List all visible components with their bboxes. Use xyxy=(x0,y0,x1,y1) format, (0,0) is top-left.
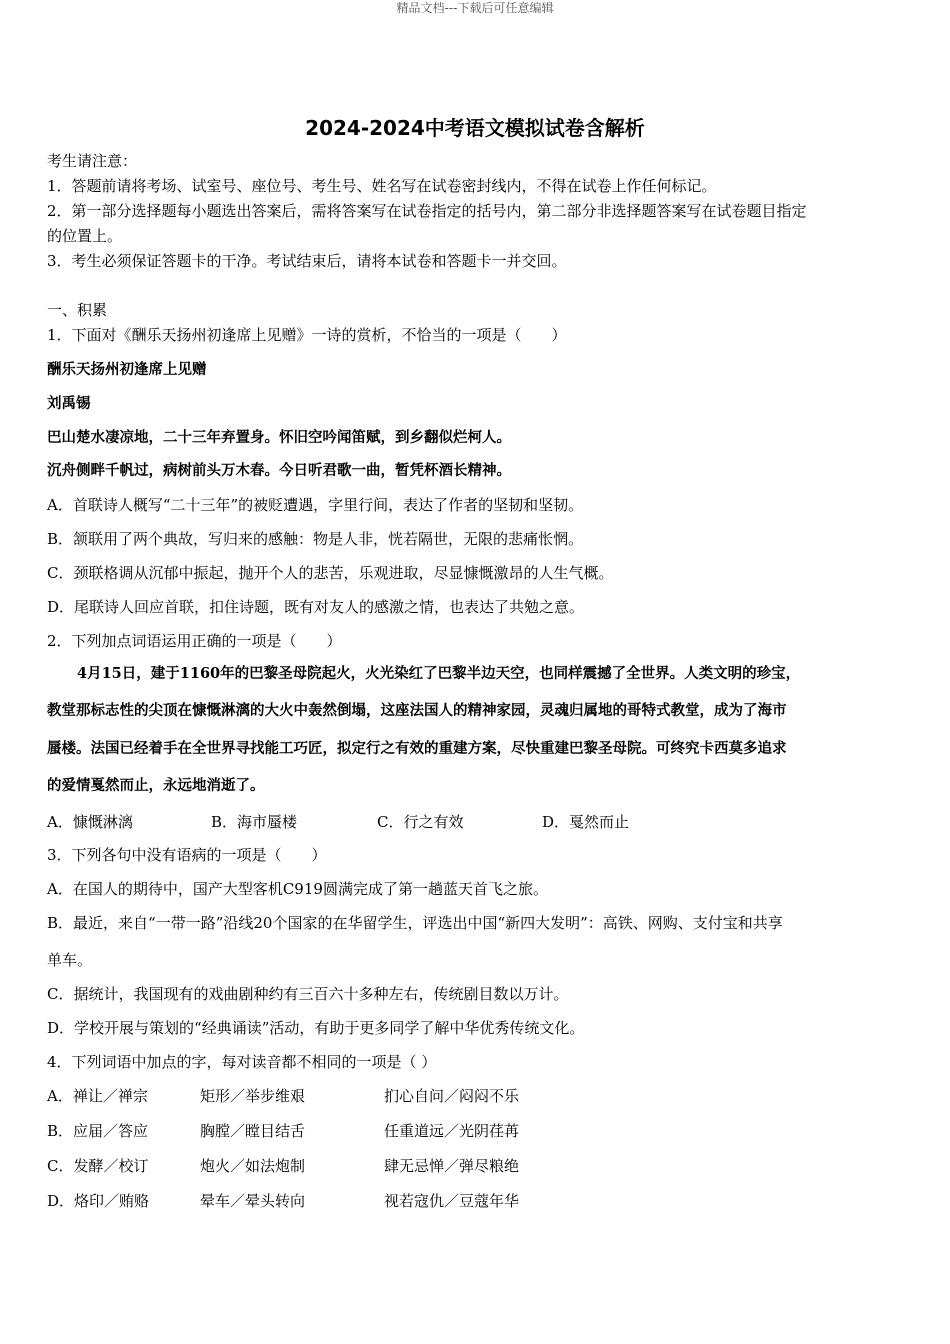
question-4-cell: 炮火／如法炮制 xyxy=(200,1157,306,1175)
question-3-stem: 3．下列各句中没有语病的一项是（ ） xyxy=(47,846,327,864)
notice-item: 2．第一部分选择题每小题选出答案后，需将答案写在试卷指定的括号内，第二部分非选择题答案写在试卷题目指定 xyxy=(47,202,807,220)
question-4-row xyxy=(47,1191,907,1211)
question-4-cell: 任重道远／光阴荏苒 xyxy=(384,1122,520,1140)
notice-item: 1．答题前请将考场、试室号、座位号、考生号、姓名写在试卷密封线内，不得在试卷上作任何标记。 xyxy=(47,177,717,195)
page-title: 2024-2024中考语文模拟试卷含解析 xyxy=(305,116,645,140)
question-2-passage: 的爱情戛然而止，永远地消逝了。 xyxy=(47,777,265,794)
question-3-option: A．在国人的期待中，国产大型客机C919圆满完成了第一趟蓝天首飞之旅。 xyxy=(47,880,548,898)
question-2-options xyxy=(47,812,907,832)
question-3-option: D．学校开展与策划的“经典诵读”活动，有助于更多同学了解中华优秀传统文化。 xyxy=(47,1019,585,1037)
question-4-stem: 4．下列词语中加点的字，每对读音都不相同的一项是（ ） xyxy=(47,1053,437,1071)
question-1-option: C．颈联格调从沉郁中振起，抛开个人的悲苦，乐观进取，尽显慷慨激昂的人生气概。 xyxy=(47,564,614,582)
question-1-option: B．颔联用了两个典故，写归来的感触：物是人非，恍若隔世，无限的悲痛怅惘。 xyxy=(47,530,584,548)
poem-line: 巴山楚水凄凉地，二十三年弃置身。怀旧空吟闻笛赋，到乡翻似烂柯人。 xyxy=(47,429,511,446)
notice-heading: 考生请注意： xyxy=(47,152,138,170)
notice-item: 的位置上。 xyxy=(47,227,123,245)
question-4-cell: B．应届／答应 xyxy=(47,1122,149,1140)
poem-line: 沉舟侧畔千帆过，病树前头万木春。今日听君歌一曲，暂凭杯酒长精神。 xyxy=(47,462,511,479)
question-3-option: C．据统计，我国现有的戏曲剧种约有三百六十多种左右，传统剧目数以万计。 xyxy=(47,985,569,1003)
question-1-option: D．尾联诗人回应首联，扣住诗题，既有对友人的感激之情，也表达了共勉之意。 xyxy=(47,598,585,616)
question-2-stem: 2．下列加点词语运用正确的一项是（ ） xyxy=(47,632,342,650)
question-4-cell: 矩形／举步维艰 xyxy=(200,1087,306,1105)
question-4-cell: D．烙印／贿赂 xyxy=(47,1192,150,1210)
poem-author: 刘禹锡 xyxy=(47,395,91,412)
question-2-passage: 教堂那标志性的尖顶在慷慨淋漓的大火中轰然倒塌，这座法国人的精神家园，灵魂归属地的哥特式教堂，成为了海市 xyxy=(47,702,787,719)
question-1-option: A．首联诗人概写“二十三年”的被贬遭遇，字里行间，表达了作者的坚韧和坚韧。 xyxy=(47,496,584,514)
question-4-cell: 肆无忌惮／弹尽粮绝 xyxy=(384,1157,520,1175)
question-4-row xyxy=(47,1086,907,1106)
question-3-option: 单车。 xyxy=(47,951,93,969)
poem-title: 酬乐天扬州初逢席上见赠 xyxy=(47,361,207,378)
question-2-option: B．海市蜃楼 xyxy=(211,813,298,831)
question-2-option: A．慷慨淋漓 xyxy=(47,813,133,831)
question-2-passage: 4月15日，建于1160年的巴黎圣母院起火，火光染红了巴黎半边天空，也同样震撼了全世界。人类文明的珍宝， xyxy=(77,665,801,682)
question-4-row xyxy=(47,1156,907,1176)
question-2-option: C．行之有效 xyxy=(377,813,464,831)
question-2-option: D．戛然而止 xyxy=(542,813,630,831)
question-4-cell: 胸膛／瞠目结舌 xyxy=(200,1122,306,1140)
notice-item: 3．考生必须保证答题卡的干净。考试结束后，请将本试卷和答题卡一并交回。 xyxy=(47,252,567,270)
page-header-note: 精品文档---下载后可任意编辑 xyxy=(396,1,554,15)
question-2-passage: 蜃楼。法国已经着手在全世界寻找能工巧匠，拟定行之有效的重建方案，尽快重建巴黎圣母院。可终究卡西莫多追求 xyxy=(47,740,787,757)
question-1-stem: 1．下面对《酬乐天扬州初逢席上见赠》一诗的赏析，不恰当的一项是（ ） xyxy=(47,326,567,344)
section-heading: 一、积累 xyxy=(47,301,108,319)
question-4-cell: 晕车／晕头转向 xyxy=(200,1192,306,1210)
question-4-row xyxy=(47,1121,907,1141)
question-4-cell: C．发酵／校订 xyxy=(47,1157,149,1175)
question-4-cell: 扪心自问／闷闷不乐 xyxy=(384,1087,520,1105)
exam-content xyxy=(47,0,907,1344)
question-3-option: B．最近，来自“一带一路”沿线20个国家的在华留学生，评选出中国“新四大发明”：高铁、网购、支付宝和共享 xyxy=(47,914,783,932)
question-4-cell: A．禅让／禅宗 xyxy=(47,1087,148,1105)
question-4-cell: 视若寇仇／豆蔻年华 xyxy=(384,1192,520,1210)
